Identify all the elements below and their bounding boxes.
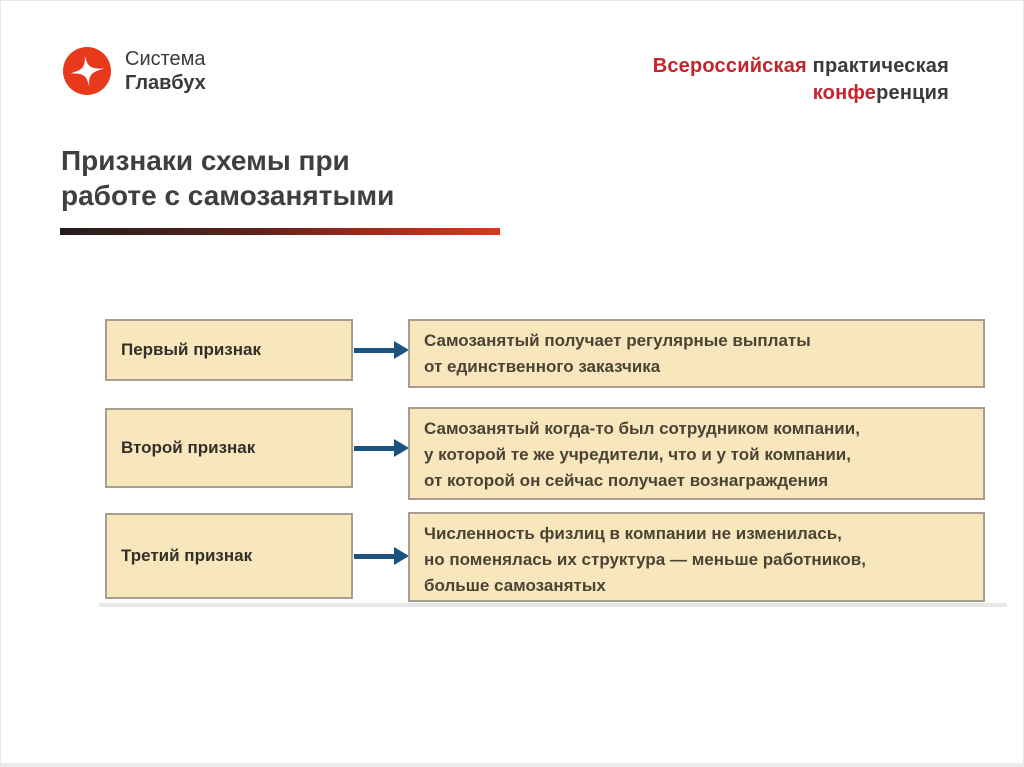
description-line: Численность физлиц в компании не изменилась,	[424, 524, 842, 543]
label-box-3: Третий признак	[105, 513, 353, 599]
slide-bottom-edge	[1, 763, 1024, 766]
arrow-icon-2	[354, 439, 409, 457]
logo-brand-line1: Система	[125, 48, 206, 70]
logo-brand-line2: Главбух	[125, 72, 206, 94]
title-underline	[60, 228, 500, 235]
description-line: от единственного заказчика	[424, 357, 661, 376]
conference-line2	[653, 80, 949, 107]
description-line: Самозанятый получает регулярные выплаты	[424, 331, 811, 350]
description-line: больше самозанятых	[424, 576, 606, 595]
arrow-head	[394, 439, 409, 457]
arrow-head	[394, 341, 409, 359]
description-line: от которой он сейчас получает вознаграждения	[424, 471, 829, 490]
conference-line1-dark: практическая	[806, 55, 949, 77]
arrow-icon-1	[354, 341, 409, 359]
description-box-2	[408, 407, 985, 500]
arrow-shaft	[354, 554, 394, 559]
conference-line2-dark: ренция	[876, 82, 949, 104]
label-box-1: Первый признак	[105, 319, 353, 381]
diagram-bottom-strip	[99, 603, 1007, 607]
arrow-shaft	[354, 348, 394, 353]
page-title	[61, 143, 394, 213]
description-line: но поменялась их структура — меньше работников,	[424, 550, 866, 569]
description-box-1	[408, 319, 985, 388]
arrow-icon-3	[354, 547, 409, 565]
label-box-2: Второй признак	[105, 408, 353, 488]
conference-label	[653, 53, 949, 107]
conference-line1-red: Всероссийская	[652, 55, 807, 77]
conference-line2-red: конфе	[812, 82, 877, 104]
arrow-head	[394, 547, 409, 565]
page-title-line1: Признаки схемы при	[61, 145, 350, 176]
description-line: у которой те же учредители, что и у той компании,	[424, 445, 851, 464]
star-icon	[63, 47, 111, 95]
conference-line1	[653, 53, 949, 80]
description-box-3	[408, 512, 985, 602]
page-title-line2: работе с самозанятыми	[61, 180, 395, 211]
logo	[63, 47, 206, 95]
description-line: Самозанятый когда-то был сотрудником компании,	[424, 419, 860, 438]
logo-wordmark	[125, 47, 206, 95]
arrow-shaft	[354, 446, 394, 451]
